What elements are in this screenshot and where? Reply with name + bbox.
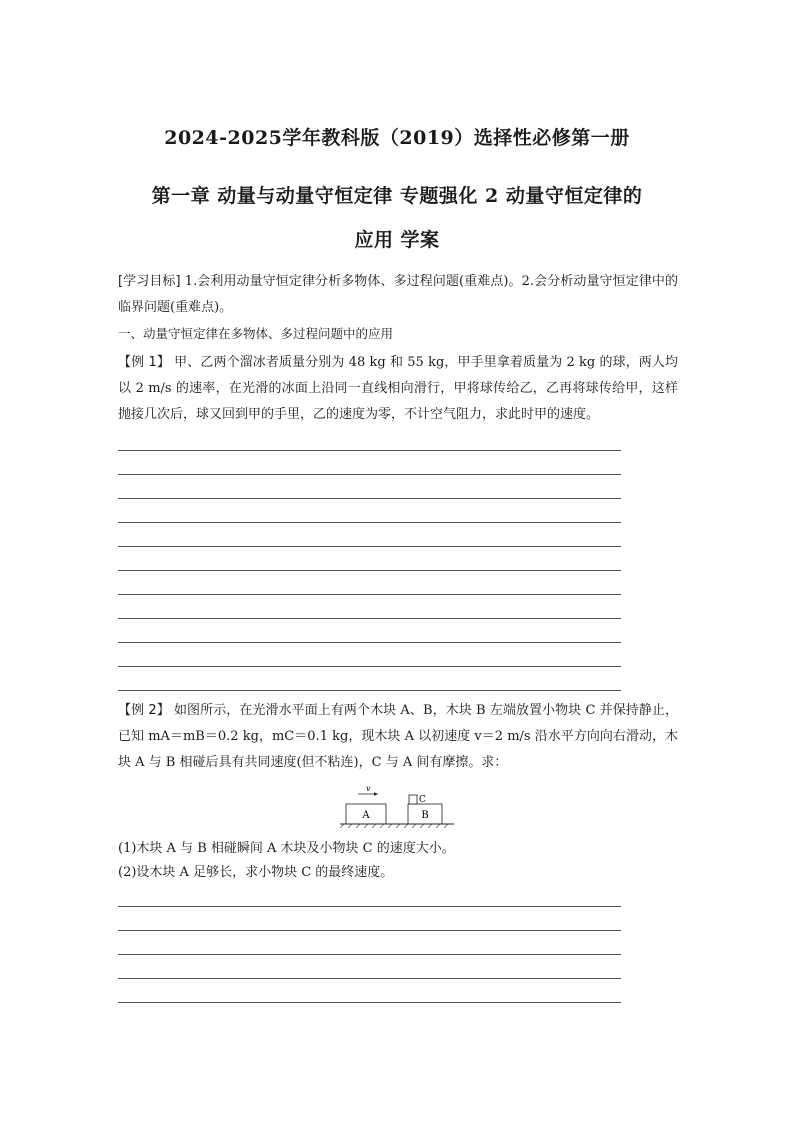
example-1-text: 甲、乙两个溜冰者质量分别为 48 kg 和 55 kg，甲手里拿着质量为 2 kg 的球，两人均以 2 m/s 的速率，在光滑的冰面上沿同一直线相向滑行，甲将球传给乙，乙再将球传给甲，这样抛接几次后，球又回到甲的手里，乙的速度为零，不计空气阻力，求此时甲的速度。 (118, 355, 678, 422)
answer-line (118, 906, 621, 907)
velocity-label: v (366, 784, 371, 793)
block-b-label: B (421, 810, 429, 821)
answer-line (118, 618, 621, 619)
answer-line (118, 570, 621, 571)
answer-line (118, 978, 621, 979)
document-title-line-1: 2024-2025学年教科版（2019）选择性必修第一册 (164, 127, 630, 149)
example-2-tag: 【例 2】 (118, 703, 170, 718)
answer-line (118, 930, 621, 931)
document-title-line-2: 第一章 动量与动量守恒定律 专题强化 2 动量守恒定律的 (151, 185, 643, 207)
block-a-label: A (362, 810, 370, 821)
example-2-question-2: (2)设木块 A 足够长，求小物块 C 的最终速度。 (118, 865, 394, 880)
blocks-figure (338, 782, 460, 830)
answer-line (118, 954, 621, 955)
answer-line (118, 498, 621, 499)
answer-line (118, 666, 621, 667)
learning-goals (118, 269, 678, 321)
example-2 (118, 698, 678, 776)
learning-goals-text: 1.会利用动量守恒定律分析多物体、多过程问题(重难点)。2.会分析动量守恒定律中的临界问题(重难点)。 (118, 274, 678, 315)
example-1-tag: 【例 1】 (118, 355, 170, 370)
example-1 (118, 350, 678, 428)
block-c (409, 795, 417, 804)
answer-line (118, 594, 621, 595)
answer-line (118, 522, 621, 523)
section-1-heading: 一、动量守恒定律在多物体、多过程问题中的应用 (118, 326, 394, 341)
arrow-head-icon (374, 792, 378, 795)
ground-hatch (340, 824, 448, 828)
answer-line (118, 690, 621, 691)
example-2-question-1: (1)木块 A 与 B 相碰瞬间 A 木块及小物块 C 的速度大小。 (118, 841, 455, 856)
block-c-label: C (419, 795, 426, 805)
answer-line (118, 1002, 621, 1003)
example-2-text: 如图所示，在光滑水平面上有两个木块 A、B，木块 B 左端放置小物块 C 并保持静止，已知 mA＝mB＝0.2 kg，mC＝0.1 kg，现木块 A 以初速度 v＝2 m/s 沿水平方向向右滑动，木块 A 与 B 相碰后具有共同速度(但不粘连)，C 与 A 间有摩擦。求： (118, 703, 678, 770)
learning-goals-label: [学习目标] (118, 274, 181, 289)
answer-line (118, 642, 621, 643)
document-title-line-3: 应用 学案 (354, 229, 440, 251)
answer-line (118, 474, 621, 475)
answer-line (118, 450, 621, 451)
answer-line (118, 546, 621, 547)
